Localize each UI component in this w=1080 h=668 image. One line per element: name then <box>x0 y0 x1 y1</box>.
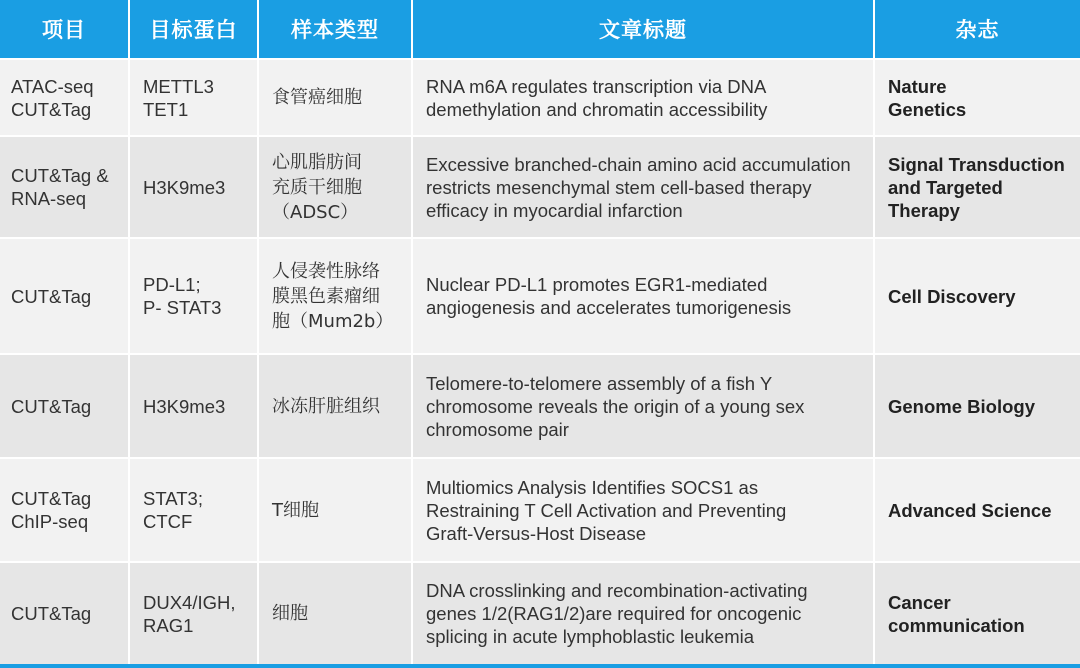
cell-sample: 心肌脂肪间 充质干细胞 （ADSC） <box>258 136 412 238</box>
cell-protein: DUX4/IGH, RAG1 <box>129 562 258 664</box>
cell-journal: Nature Genetics <box>874 59 1080 136</box>
header-article-title: 文章标题 <box>412 0 874 59</box>
cell-title: DNA crosslinking and recombination-activating genes 1/2(RAG1/2)are required for oncogenic splicing in acute lymphoblastic leukemia <box>412 562 874 664</box>
cell-title: Nuclear PD-L1 promotes EGR1-mediated angiogenesis and accelerates tumorigenesis <box>412 238 874 354</box>
cell-journal: Signal Transduction and Targeted Therapy <box>874 136 1080 238</box>
header-journal: 杂志 <box>874 0 1080 59</box>
cell-method: CUT&Tag & RNA-seq <box>0 136 129 238</box>
cell-method: CUT&Tag <box>0 354 129 458</box>
cell-journal: Cancer communication <box>874 562 1080 664</box>
cell-title: Excessive branched-chain amino acid accumulation restricts mesenchymal stem cell-based therapy efficacy in myocardial infarction <box>412 136 874 238</box>
cell-protein: STAT3; CTCF <box>129 458 258 562</box>
cell-method: CUT&Tag ChIP-seq <box>0 458 129 562</box>
cell-method: ATAC-seq CUT&Tag <box>0 59 129 136</box>
cell-sample: 冰冻肝脏组织 <box>258 354 412 458</box>
table-row <box>0 562 1080 664</box>
cell-journal: Advanced Science <box>874 458 1080 562</box>
cell-method: CUT&Tag <box>0 562 129 664</box>
table-row <box>0 458 1080 562</box>
cell-sample: 人侵袭性脉络 膜黑色素瘤细 胞（Mum2b） <box>258 238 412 354</box>
cell-sample: 细胞 <box>258 562 412 664</box>
cell-protein: H3K9me3 <box>129 136 258 238</box>
table-header-row <box>0 0 1080 59</box>
table-row <box>0 354 1080 458</box>
header-project: 项目 <box>0 0 129 59</box>
header-target-protein: 目标蛋白 <box>129 0 258 59</box>
table-row <box>0 136 1080 238</box>
cell-protein: METTL3 TET1 <box>129 59 258 136</box>
table-row <box>0 59 1080 136</box>
cell-journal: Genome Biology <box>874 354 1080 458</box>
cell-title: RNA m6A regulates transcription via DNA demethylation and chromatin accessibility <box>412 59 874 136</box>
cell-sample: T细胞 <box>258 458 412 562</box>
cell-title: Multiomics Analysis Identifies SOCS1 as Restraining T Cell Activation and Preventing Graft-Versus-Host Disease <box>412 458 874 562</box>
cell-method: CUT&Tag <box>0 238 129 354</box>
cell-journal: Cell Discovery <box>874 238 1080 354</box>
cell-protein: PD-L1; P- STAT3 <box>129 238 258 354</box>
table-row <box>0 238 1080 354</box>
cell-sample: 食管癌细胞 <box>258 59 412 136</box>
header-sample-type: 样本类型 <box>258 0 412 59</box>
cell-protein: H3K9me3 <box>129 354 258 458</box>
bottom-accent-bar <box>0 664 1080 668</box>
cell-title: Telomere-to-telomere assembly of a fish Y chromosome reveals the origin of a young sex chromosome pair <box>412 354 874 458</box>
